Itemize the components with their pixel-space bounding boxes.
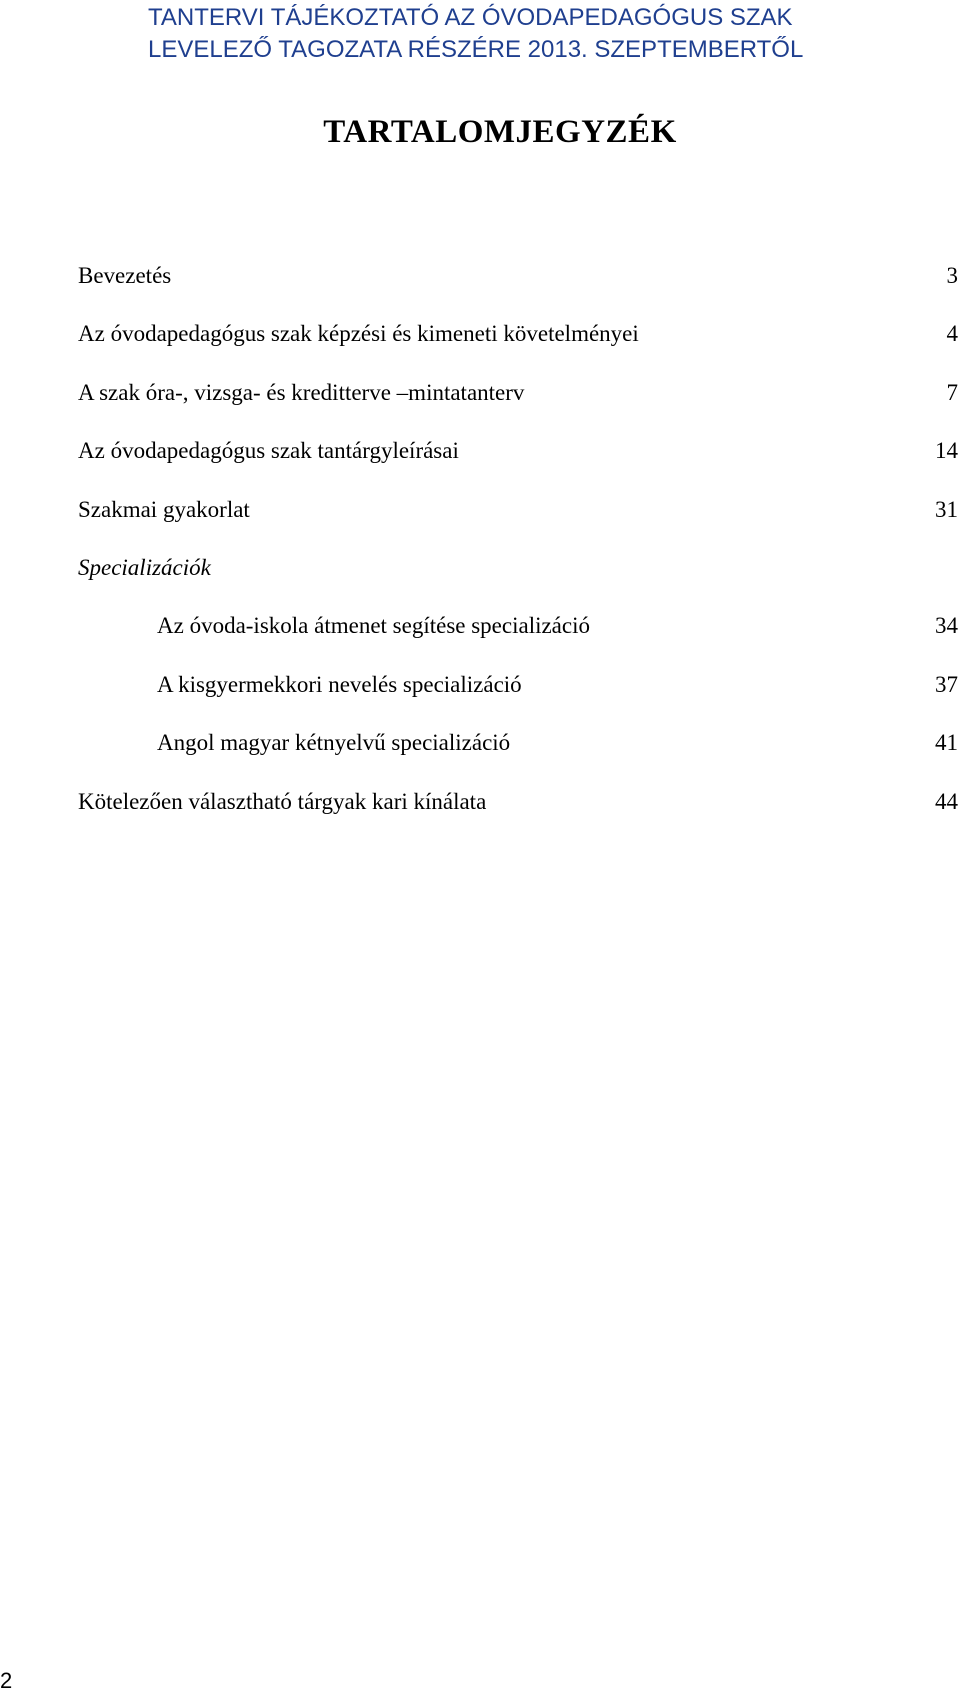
toc-entry-page: 3 <box>946 263 958 288</box>
toc-entry-kotelezoen-valaszthato[interactable] <box>78 787 958 845</box>
toc-entry-page: 41 <box>935 730 958 756</box>
toc-entry-page: 31 <box>935 496 958 522</box>
toc-section-specializaciok <box>78 553 958 611</box>
toc-entry-page: 34 <box>935 613 958 639</box>
toc-entry-label: Kötelezően választható tárgyak kari kínálata <box>78 788 487 814</box>
toc-entry-tantargyleirasok[interactable] <box>78 436 958 494</box>
toc-entry-label: Angol magyar kétnyelvű specializáció <box>157 730 511 756</box>
header-line-2: LEVELEZŐ TAGOZATA RÉSZÉRE 2013. SZEPTEMBERTŐL <box>148 36 804 63</box>
toc-entry-bevezetes[interactable] <box>78 261 958 319</box>
toc-entry-label: Szakmai gyakorlat <box>78 496 250 522</box>
page-number: 2 <box>0 1668 13 1693</box>
toc-entry-kepzesi-kovetelmenyek[interactable] <box>78 319 958 377</box>
toc-entry-page: 4 <box>946 321 958 347</box>
page-title: TARTALOMJEGYZÉK <box>323 114 677 150</box>
toc-entry-label: A szak óra-, vizsga- és kreditterve –mintatanterv <box>78 379 525 405</box>
toc-entry-label: Az óvodapedagógus szak képzési és kimeneti követelményei <box>78 321 639 347</box>
toc-entry-angol-magyar-ketnyelvu[interactable] <box>78 728 958 786</box>
toc-entry-label: Az óvodapedagógus szak tantárgyleírásai <box>78 438 459 464</box>
toc-section-label: Specializációk <box>78 554 211 580</box>
page-header <box>148 2 908 66</box>
toc-entry-label: Az óvoda-iskola átmenet segítése specializáció <box>157 613 590 639</box>
toc-entry-page: 44 <box>935 788 958 814</box>
table-of-contents <box>78 261 958 845</box>
toc-entry-page: 7 <box>946 379 958 405</box>
toc-entry-page: 14 <box>935 438 958 464</box>
header-line-1: TANTERVI TÁJÉKOZTATÓ AZ ÓVODAPEDAGÓGUS SZAK <box>148 4 793 31</box>
toc-entry-page: 37 <box>935 671 958 697</box>
toc-entry-kisgyermekkori-neveles[interactable] <box>78 670 958 728</box>
toc-entry-label: Bevezetés <box>78 263 172 288</box>
toc-entry-ovoda-iskola-atmenet[interactable] <box>78 611 958 669</box>
toc-entry-szakmai-gyakorlat[interactable] <box>78 495 958 553</box>
toc-entry-label: A kisgyermekkori nevelés specializáció <box>157 671 522 697</box>
toc-entry-mintatanterv[interactable] <box>78 378 958 436</box>
